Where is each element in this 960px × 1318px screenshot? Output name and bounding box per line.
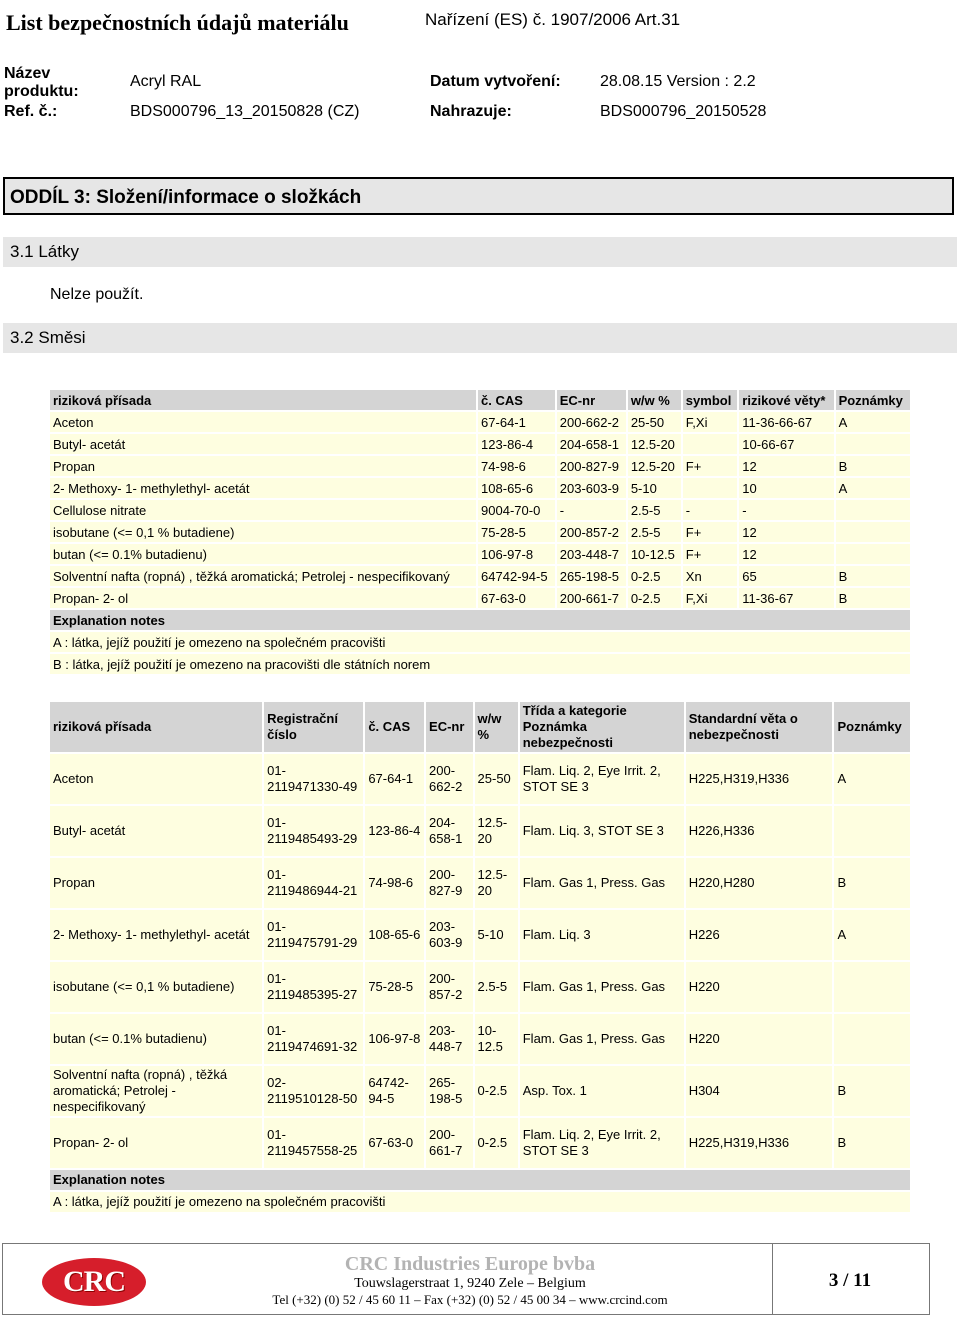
header-ww: w/w % xyxy=(628,390,681,410)
cell-hazard-class: Flam. Liq. 3, STOT SE 3 xyxy=(520,806,684,856)
cell-ingredient: Aceton xyxy=(50,412,476,432)
cell-cas: 74-98-6 xyxy=(365,858,424,908)
header-registration: Registrační číslo xyxy=(264,702,363,752)
header-symbol: symbol xyxy=(683,390,738,410)
cell-cas: 67-64-1 xyxy=(365,754,424,804)
cell-ww: 2.5-5 xyxy=(628,522,681,542)
cell-notes: B xyxy=(834,1066,910,1116)
cell-ingredient: Propan- 2- ol xyxy=(50,1118,262,1168)
cell-ingredient: 2- Methoxy- 1- methylethyl- acetát xyxy=(50,478,476,498)
replaces-label: Nahrazuje: xyxy=(430,103,512,120)
table-row xyxy=(50,858,910,908)
cell-notes: B xyxy=(836,566,910,586)
cell-cas: 75-28-5 xyxy=(478,522,555,542)
cell-ec: 200-827-9 xyxy=(426,858,472,908)
header-cas: č. CAS xyxy=(478,390,555,410)
cell-cas: 108-65-6 xyxy=(478,478,555,498)
cell-risk-phrases: 12 xyxy=(739,522,833,542)
header-hazard-class: Třída a kategorie Poznámka nebezpečnosti xyxy=(520,702,684,752)
crc-logo xyxy=(42,1258,146,1306)
cell-symbol: Xn xyxy=(683,566,738,586)
cell-notes: A xyxy=(836,478,910,498)
cell-hazard-class: Flam. Gas 1, Press. Gas xyxy=(520,1014,684,1064)
cell-hazard-class: Flam. Gas 1, Press. Gas xyxy=(520,858,684,908)
table-header-row xyxy=(50,702,910,752)
table-row xyxy=(50,500,910,520)
table-row xyxy=(50,522,910,542)
cell-ec: 204-658-1 xyxy=(557,434,626,454)
product-name-label: Název produktu: xyxy=(4,65,79,100)
company-name: CRC Industries Europe bvba xyxy=(344,1253,596,1275)
cell-ec: 265-198-5 xyxy=(426,1066,472,1116)
table-row xyxy=(50,1118,910,1168)
header-ec: EC-nr xyxy=(426,702,472,752)
cell-ww: 2.5-5 xyxy=(475,962,518,1012)
hazardous-ingredients-table xyxy=(48,388,912,676)
cell-ww: 12.5-20 xyxy=(475,858,518,908)
note-row xyxy=(50,632,910,652)
cell-ingredient: 2- Methoxy- 1- methylethyl- acetát xyxy=(50,910,262,960)
ref-number-label: Ref. č.: xyxy=(4,103,58,120)
cell-ingredient: Cellulose nitrate xyxy=(50,500,476,520)
cell-symbol xyxy=(683,434,738,454)
subsection-mixtures: 3.2 Směsi xyxy=(10,328,86,347)
created-date-value: 28.08.15 Version : 2.2 xyxy=(600,73,756,90)
cell-risk-phrases: 12 xyxy=(739,544,833,564)
cell-ec: 200-857-2 xyxy=(557,522,626,542)
cell-risk-phrases: 10 xyxy=(739,478,833,498)
header-ec: EC-nr xyxy=(557,390,626,410)
cell-ingredient: Propan xyxy=(50,456,476,476)
cell-ec: - xyxy=(557,500,626,520)
cell-cas: 67-64-1 xyxy=(478,412,555,432)
notes-title: Explanation notes xyxy=(50,610,910,630)
cell-registration: 01-2119485493-29 xyxy=(264,806,363,856)
cell-hazard-statement: H225,H319,H336 xyxy=(686,754,833,804)
cell-risk-phrases: - xyxy=(739,500,833,520)
cell-notes: B xyxy=(834,858,910,908)
table-row xyxy=(50,806,910,856)
cell-ec: 203-448-7 xyxy=(426,1014,472,1064)
footer-divider xyxy=(772,1244,773,1314)
cell-hazard-class: Flam. Liq. 3 xyxy=(520,910,684,960)
cell-ingredient: butan (<= 0.1% butadienu) xyxy=(50,544,476,564)
note-text: A : látka, jejíž použití je omezeno na společném pracovišti xyxy=(50,632,910,652)
cell-ww: 5-10 xyxy=(475,910,518,960)
cell-cas: 74-98-6 xyxy=(478,456,555,476)
regulation-reference: Nařízení (ES) č. 1907/2006 Art.31 xyxy=(425,10,681,29)
cell-registration: 01-2119474691-32 xyxy=(264,1014,363,1064)
cell-notes xyxy=(836,544,910,564)
cell-hazard-statement: H220 xyxy=(686,962,833,1012)
cell-notes: A xyxy=(834,754,910,804)
table-row xyxy=(50,754,910,804)
cell-hazard-statement: H226 xyxy=(686,910,833,960)
cell-symbol: F+ xyxy=(683,456,738,476)
cell-ww: 25-50 xyxy=(628,412,681,432)
cell-ingredient: isobutane (<= 0,1 % butadiene) xyxy=(50,962,262,1012)
cell-risk-phrases: 11-36-67 xyxy=(739,588,833,608)
cell-cas: 108-65-6 xyxy=(365,910,424,960)
company-address: Touwslagerstraat 1, 9240 Zele – Belgium xyxy=(354,1276,586,1291)
cell-notes xyxy=(836,522,910,542)
cell-ww: 2.5-5 xyxy=(628,500,681,520)
table-row xyxy=(50,456,910,476)
cell-ec: 200-827-9 xyxy=(557,456,626,476)
cell-registration: 01-2119471330-49 xyxy=(264,754,363,804)
page-number: 3 / 11 xyxy=(828,1270,872,1291)
cell-registration: 01-2119486944-21 xyxy=(264,858,363,908)
notes-title: Explanation notes xyxy=(50,1170,910,1190)
cell-ww: 10-12.5 xyxy=(628,544,681,564)
cell-registration: 01-2119475791-29 xyxy=(264,910,363,960)
cell-risk-phrases: 12 xyxy=(739,456,833,476)
cell-ingredient: Propan- 2- ol xyxy=(50,588,476,608)
cell-hazard-class: Flam. Gas 1, Press. Gas xyxy=(520,962,684,1012)
cell-notes: A xyxy=(836,412,910,432)
table-row xyxy=(50,588,910,608)
cell-hazard-statement: H225,H319,H336 xyxy=(686,1118,833,1168)
cell-symbol: F+ xyxy=(683,522,738,542)
cell-ww: 0-2.5 xyxy=(475,1118,518,1168)
cell-ingredient: isobutane (<= 0,1 % butadiene) xyxy=(50,522,476,542)
cell-ww: 12.5-20 xyxy=(475,806,518,856)
header-risk-phrases: rizikové věty* xyxy=(739,390,833,410)
cell-hazard-class: Flam. Liq. 2, Eye Irrit. 2, STOT SE 3 xyxy=(520,754,684,804)
cell-cas: 64742-94-5 xyxy=(478,566,555,586)
cell-symbol: F,Xi xyxy=(683,412,738,432)
cell-hazard-statement: H226,H336 xyxy=(686,806,833,856)
cell-notes: B xyxy=(836,456,910,476)
cell-symbol: - xyxy=(683,500,738,520)
cell-risk-phrases: 10-66-67 xyxy=(739,434,833,454)
header-hazard-statement: Standardní věta o nebezpečnosti xyxy=(686,702,833,752)
cell-cas: 67-63-0 xyxy=(478,588,555,608)
cell-notes xyxy=(834,962,910,1012)
cell-cas: 64742-94-5 xyxy=(365,1066,424,1116)
cell-ec: 200-857-2 xyxy=(426,962,472,1012)
cell-notes: A xyxy=(834,910,910,960)
table-row xyxy=(50,544,910,564)
cell-ec: 200-661-7 xyxy=(426,1118,472,1168)
cell-symbol: F,Xi xyxy=(683,588,738,608)
company-contact: Tel (+32) (0) 52 / 45 60 11 – Fax (+32) (0) 52 / 45 00 34 – www.crcind.com xyxy=(272,1292,668,1307)
cell-ingredient: Propan xyxy=(50,858,262,908)
cell-hazard-statement: H220 xyxy=(686,1014,833,1064)
table-row xyxy=(50,566,910,586)
header-ingredient: riziková přísada xyxy=(50,390,476,410)
cell-hazard-statement: H304 xyxy=(686,1066,833,1116)
cell-cas: 75-28-5 xyxy=(365,962,424,1012)
header-notes: Poznámky xyxy=(834,702,910,752)
cell-symbol xyxy=(683,478,738,498)
header-notes: Poznámky xyxy=(836,390,910,410)
table-row xyxy=(50,910,910,960)
cell-registration: 01-2119457558-25 xyxy=(264,1118,363,1168)
cell-ec: 204-658-1 xyxy=(426,806,472,856)
cell-cas: 123-86-4 xyxy=(365,806,424,856)
cell-ww: 10-12.5 xyxy=(475,1014,518,1064)
cell-risk-phrases: 65 xyxy=(739,566,833,586)
table-row xyxy=(50,1066,910,1116)
cell-ec: 203-603-9 xyxy=(557,478,626,498)
cell-cas: 123-86-4 xyxy=(478,434,555,454)
replaces-value: BDS000796_20150528 xyxy=(600,103,767,120)
cell-ingredient: Butyl- acetát xyxy=(50,806,262,856)
subsection-substances: 3.1 Látky xyxy=(10,242,79,261)
cell-ingredient: butan (<= 0.1% butadienu) xyxy=(50,1014,262,1064)
created-date-label: Datum vytvoření: xyxy=(430,73,561,90)
table-row xyxy=(50,434,910,454)
cell-registration: 01-2119485395-27 xyxy=(264,962,363,1012)
cell-ec: 200-662-2 xyxy=(557,412,626,432)
cell-notes xyxy=(836,500,910,520)
cell-cas: 67-63-0 xyxy=(365,1118,424,1168)
cell-ww: 0-2.5 xyxy=(475,1066,518,1116)
header-cas: č. CAS xyxy=(365,702,424,752)
substances-note: Nelze použít. xyxy=(50,286,144,303)
cell-risk-phrases: 11-36-66-67 xyxy=(739,412,833,432)
logo-text: CRC xyxy=(63,1265,125,1298)
subsection-bar-mixtures xyxy=(3,323,957,353)
cell-ec: 265-198-5 xyxy=(557,566,626,586)
table-row xyxy=(50,1014,910,1064)
cell-notes xyxy=(834,806,910,856)
cell-notes xyxy=(836,434,910,454)
cell-hazard-statement: H220,H280 xyxy=(686,858,833,908)
product-name-value: Acryl RAL xyxy=(130,73,202,90)
note-row xyxy=(50,654,910,674)
cell-symbol: F+ xyxy=(683,544,738,564)
cell-ww: 0-2.5 xyxy=(628,566,681,586)
cell-ingredient: Aceton xyxy=(50,754,262,804)
notes-header-row xyxy=(50,610,910,630)
cell-ww: 0-2.5 xyxy=(628,588,681,608)
cell-notes xyxy=(834,1014,910,1064)
cell-notes: B xyxy=(836,588,910,608)
cell-hazard-class: Flam. Liq. 2, Eye Irrit. 2, STOT SE 3 xyxy=(520,1118,684,1168)
cell-ec: 203-603-9 xyxy=(426,910,472,960)
cell-hazard-class: Asp. Tox. 1 xyxy=(520,1066,684,1116)
notes-header-row xyxy=(50,1170,910,1190)
cell-registration: 02-2119510128-50 xyxy=(264,1066,363,1116)
note-row xyxy=(50,1192,910,1212)
table-header-row xyxy=(50,390,910,410)
cell-ingredient: Solventní nafta (ropná) , těžká aromatická; Petrolej - nespecifikovaný xyxy=(50,566,476,586)
ref-number-value: BDS000796_13_20150828 (CZ) xyxy=(130,103,360,120)
header-ww: w/w % xyxy=(475,702,518,752)
clp-classification-table xyxy=(48,700,912,1214)
note-text: B : látka, jejíž použití je omezeno na pracovišti dle státních norem xyxy=(50,654,910,674)
cell-ec: 203-448-7 xyxy=(557,544,626,564)
cell-cas: 9004-70-0 xyxy=(478,500,555,520)
cell-notes: B xyxy=(834,1118,910,1168)
table-row xyxy=(50,412,910,432)
cell-cas: 106-97-8 xyxy=(365,1014,424,1064)
cell-ec: 200-661-7 xyxy=(557,588,626,608)
header-ingredient: riziková přísada xyxy=(50,702,262,752)
cell-ww: 5-10 xyxy=(628,478,681,498)
document-title: List bezpečnostních údajů materiálu xyxy=(6,10,349,35)
cell-ww: 25-50 xyxy=(475,754,518,804)
table-row xyxy=(50,478,910,498)
cell-ww: 12.5-20 xyxy=(628,456,681,476)
table-row xyxy=(50,962,910,1012)
note-text: A : látka, jejíž použití je omezeno na společném pracovišti xyxy=(50,1192,910,1212)
cell-ingredient: Solventní nafta (ropná) , těžká aromatická; Petrolej - nespecifikovaný xyxy=(50,1066,262,1116)
subsection-bar-substances xyxy=(3,237,957,267)
cell-ec: 200-662-2 xyxy=(426,754,472,804)
cell-ingredient: Butyl- acetát xyxy=(50,434,476,454)
cell-cas: 106-97-8 xyxy=(478,544,555,564)
cell-ww: 12.5-20 xyxy=(628,434,681,454)
section-title: ODDÍL 3: Složení/informace o složkách xyxy=(10,187,362,208)
